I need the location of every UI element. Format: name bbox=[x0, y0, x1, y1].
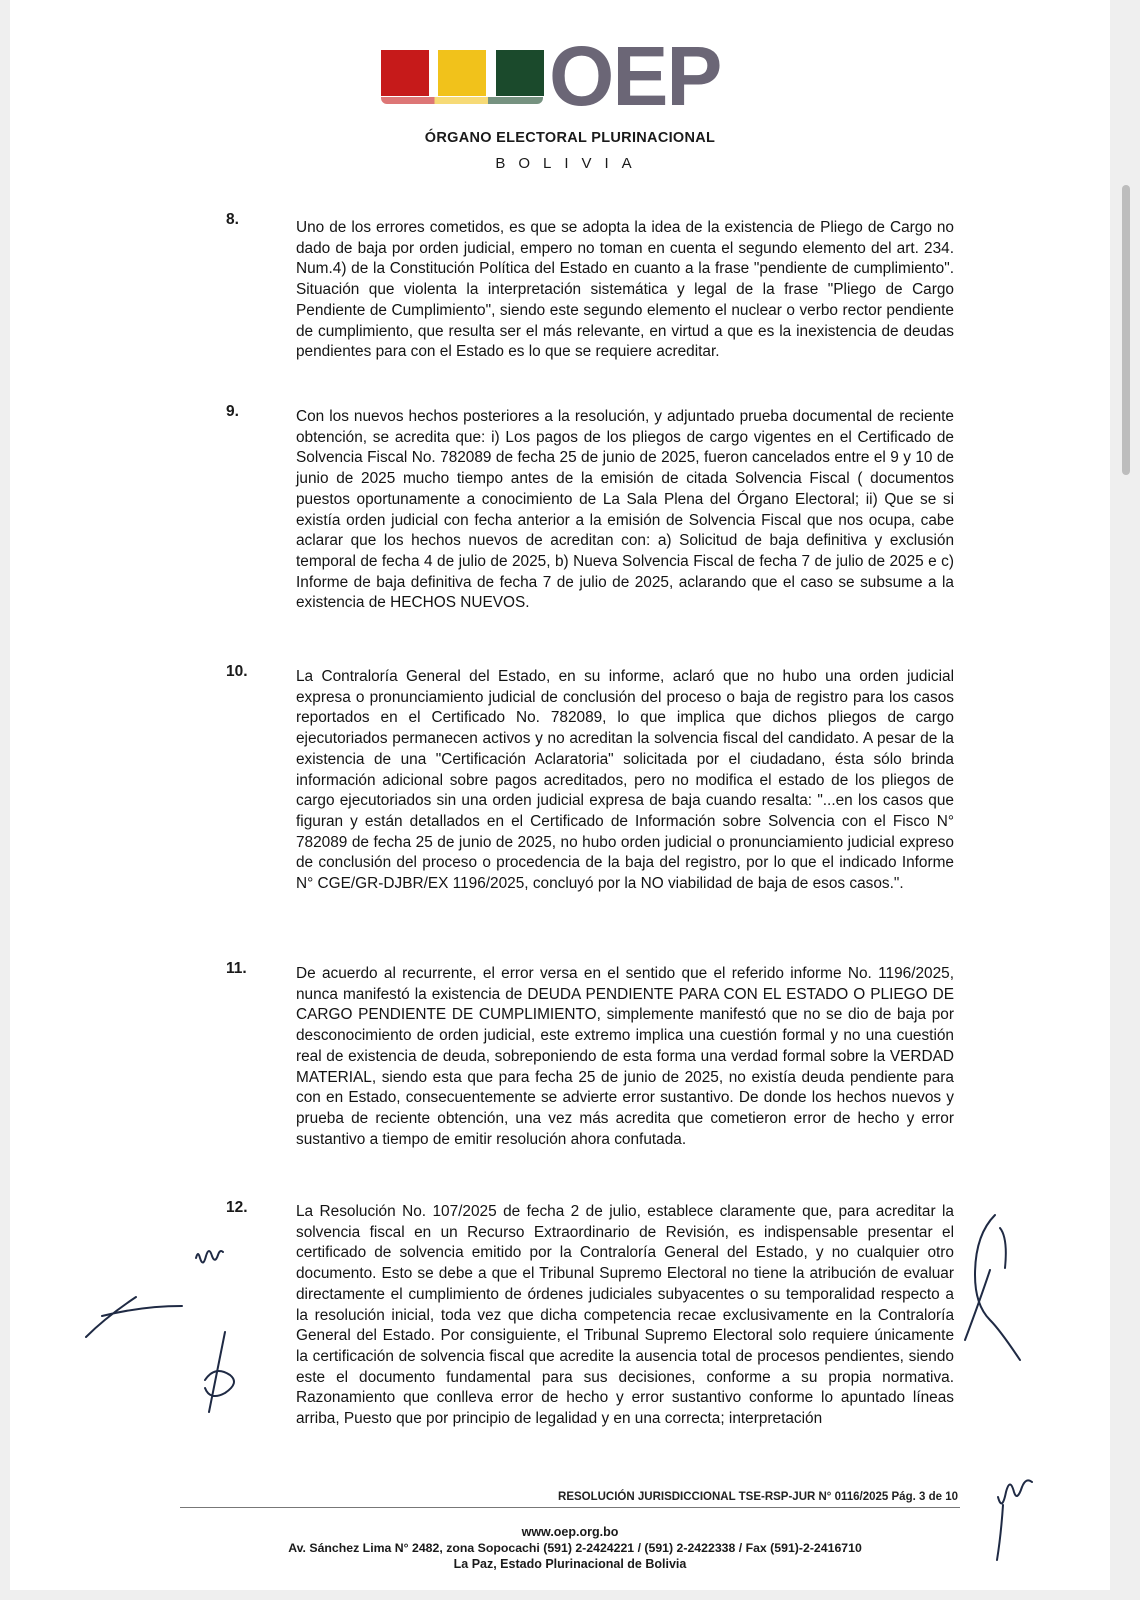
footer-website: www.oep.org.bo bbox=[521, 1525, 619, 1539]
footer-address: Av. Sánchez Lima N° 2482, zona Sopocachi (591) 2-2424221 / (591) 2-2422338 / Fax (591)-2-2416710 bbox=[288, 1541, 862, 1555]
signature-right bbox=[965, 1215, 1020, 1360]
paragraph-number: 10. bbox=[226, 663, 248, 680]
paragraph-text: La Resolución No. 107/2025 de fecha 2 de julio, establece claramente que, para acreditar la solvencia fiscal en un Recurso Extraordinario de Revisión, es indispensable presentar el certificado de solvencia emitido por la Contraloría General del Estado, y no cualquier otro documento. Esto se debe a que el Tribunal Supremo Electoral no tiene la atribución de evaluar directamente el cumplimiento de órdenes judiciales subyacentes o su temporalidad respecto a la resolución inicial, toda vez que dicha competencia recae exclusivamente en la Contraloría General del Estado. Por consiguiente, el Tribunal Supremo Electoral solo requiere únicamente la certificación de solvencia fiscal que acredite la ausencia total de procesos pendientes, siendo este el documento fundamental para sus decisiones, conforme a su propia normativa. Razonamiento que conlleva error de hecho y error sustantivo conforme lo apuntado líneas arriba, Puesto que por principio de legalidad y en una correcta; interpretación bbox=[296, 1203, 954, 1428]
resolution-page-reference: RESOLUCIÓN JURISDICCIONAL TSE-RSP-JUR N° 0116/2025 Pág. 3 de 10 bbox=[558, 1491, 958, 1503]
paragraph-number: 11. bbox=[226, 960, 247, 977]
paragraph-text: De acuerdo al recurrente, el error versa en el sentido que el referido informe No. 1196/2025, nunca manifestó la existencia de DEUDA PENDIENTE PARA CON EL ESTADO O PLIEGO DE CARGO PENDIENTE DE CUMPLIMIENTO, simplemente manifestó que no se dio de baja por desconocimiento de orden judicial, este extremo implica una cuestión formal y no una cuestión real de existencia de deuda, sobreponiendo de esta forma una verdad formal sobre la VERDAD MATERIAL, siendo esta que para fecha 25 de junio de 2025, no existía deuda pendiente para con en Estado, consecuentemente se advierte error sustantivo. De donde los hechos nuevos y prueba de reciente obtención, una vez más acredita que cometieron error de hecho y error sustantivo a tiempo de emitir resolución ahora confutada. bbox=[296, 965, 954, 1148]
paragraph-number: 12. bbox=[226, 1199, 248, 1216]
paragraph-text: La Contraloría General del Estado, en su informe, aclaró que no hubo una orden judicial expresa o pronunciamiento judicial de conclusión del proceso o baja de registro para los casos reportados en el Certificado No. 782089, lo que implica que dichos pliegos de cargo ejecutoriados permanecen activos y no acreditan la solvencia fiscal del candidato. A pesar de la existencia de una "Certificación Aclaratoria" solicitada por el ciudadano, ésta sólo brinda información adicional sobre pagos acreditados, pero no modifica el estado de los pliegos de cargo ejecutoriados sin una orden judicial expresa de baja cuando resalta: "...en los casos que figuran y están detallados en el Certificado de Información sobre Solvencia con el Fisco N° 782089 de fecha 25 de junio de 2025, no hubo orden judicial o pronunciamiento judicial expreso de conclusión del proceso o procedencia de la baja del registro, por lo que el indicado Informe N° CGE/GR-DJBR/EX 1196/2025, concluyó por la NO viabilidad de baja de esos casos.". bbox=[296, 668, 954, 893]
footer-city: La Paz, Estado Plurinacional de Bolivia bbox=[453, 1557, 687, 1571]
signature-bottom-right bbox=[997, 1480, 1032, 1560]
initials-mark-1 bbox=[196, 1251, 223, 1263]
initials-mark-2 bbox=[86, 1297, 182, 1337]
initials-mark-3 bbox=[205, 1332, 234, 1412]
paragraph-number: 8. bbox=[226, 211, 239, 228]
organization-name: ÓRGANO ELECTORAL PLURINACIONAL bbox=[424, 130, 716, 146]
logo-wordmark: OEP bbox=[549, 29, 721, 123]
paragraph-number: 9. bbox=[226, 403, 239, 420]
country-name: BOLIVIA bbox=[495, 155, 645, 172]
paragraph-text: Con los nuevos hechos posteriores a la resolución, y adjuntado prueba documental de reciente obtención, se acredita que: i) Los pagos de los pliegos de cargo vigentes en el Certificado de Solvencia Fiscal No. 782089 de fecha 25 de junio de 2025, fueron cancelados entre el 9 y 10 de junio de 2025 mucho tiempo antes de la emisión de citada Solvencia Fiscal ( documentos puestos oportunamente a conocimiento de La Sala Plena del Órgano Electoral; ii) Que se si existía orden judicial con fecha anterior a la emisión de Solvencia Fiscal que nos ocupa, cabe aclarar que los hechos nuevos de acreditan con: a) Solicitud de baja definitiva y exclusión temporal de fecha 4 de julio de 2025, b) Nueva Solvencia Fiscal de fecha 7 de julio de 2025 e c) Informe de baja definitiva de fecha 7 de julio de 2025, aclarando que el caso se subsume a la existencia de HECHOS NUEVOS. bbox=[296, 408, 954, 612]
paragraph-text: Uno de los errores cometidos, es que se adopta la idea de la existencia de Pliego de Cargo no dado de baja por orden judicial, empero no toman en cuenta el segundo elemento del art. 234. Num.4) de la Constitución Política del Estado en cuanto a la frase "pendiente de cumplimiento". Situación que violenta la interpretación sistemática y legal de la frase "Pliego de Cargo Pendiente de Cumplimiento", siendo este segundo elemento el nuclear o verbo rector pendiente de cumplimiento, que resulta ser el más relevante, en virtud a que es la inexistencia de deudas pendientes para con el Estado es lo que se requiere acreditar. bbox=[296, 219, 954, 361]
